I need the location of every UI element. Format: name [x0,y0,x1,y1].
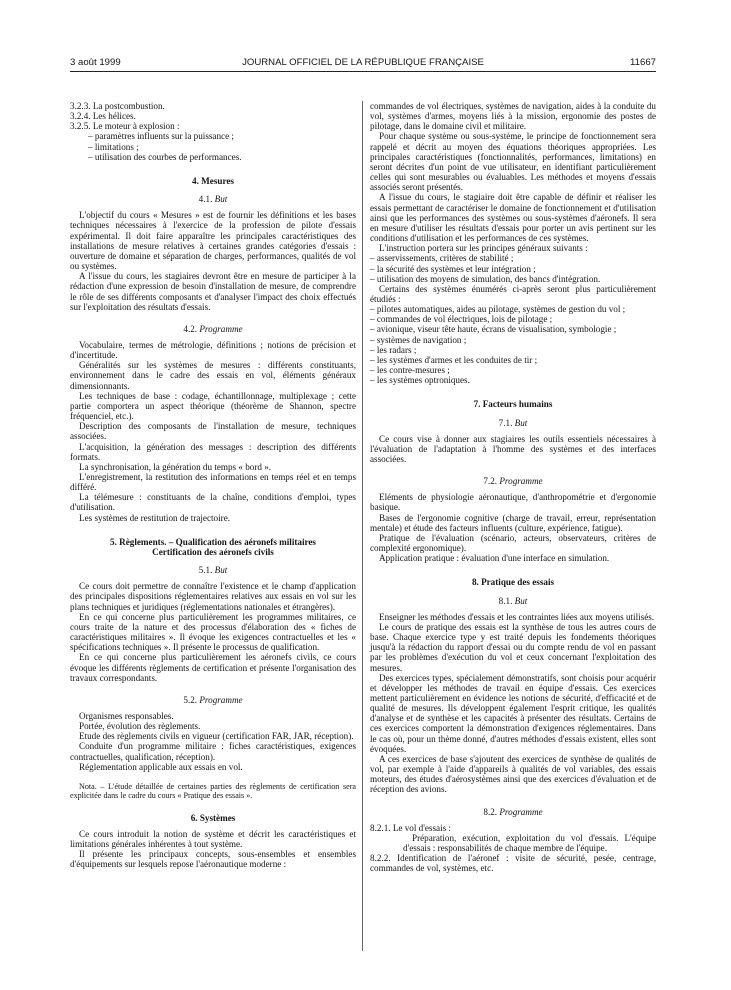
subsection-title-8-2 [370,807,656,817]
paragraph: Réglementation applicable aux essais en vol. [79,761,243,772]
section-title-8: 8. Pratique des essais [471,577,555,588]
subsection-word: But [514,595,528,606]
subsection-word: But [514,417,528,428]
list-item: – les radars ; [370,344,417,355]
paragraph: Généralités sur les systèmes de mesures : différents constituants, environnement dans le cadre des essais en vol, éléments généraux dimensionnants. [70,360,356,391]
paragraph: A ces exercices de base s'ajoutent des exercices de synthèse de qualités de vol, par exemple à l'aide d'appareils à qualités de vol variables, des essais moteurs, des études d'aérosystèmes ainsi que des exercices d'évaluation et de réception des avions. [370,753,656,795]
list-item: – utilisation des courbes de performances. [88,151,242,162]
list-item: – commandes de vol électriques, lois de pilotage ; [370,314,553,325]
subsection-word: Programme [199,694,243,705]
paragraph: Les systèmes de restitution de trajectoire. [79,512,231,523]
header-journal-title: JOURNAL OFFICIEL DE LA RÉPUBLIQUE FRANÇAISE [242,57,484,68]
paragraph: L'instruction portera sur les principes généraux suivants : [379,243,588,254]
paragraph: commandes de vol électriques, systèmes de navigation, aides à la conduite du vol, systèmes d'armes, moyens liés à la mission, ergonomie des postes de pilotage, dans le domaine civil et militaire. [370,101,656,132]
list-item: – les systèmes optroniques. [370,375,470,386]
paragraph: Description des composants de l'installation de mesure, techniques associées. [70,421,356,442]
item-8-2-2: 8.2.2. Identification de l'aéronef : visite de sécurité, pesée, centrage, commandes de vol, systèmes, etc. [370,853,656,874]
subsection-title-8-1 [370,596,656,606]
list-item: – les contre-mesures ; [370,365,450,376]
paragraph: Enseigner les méthodes d'essais et les contraintes liées aux moyens utilisés. [379,611,655,622]
section-title-6: 6. Systèmes [190,812,236,823]
paragraph: Bases de l'ergonomie cognitive (charge de travail, erreur, représentation mentale) et étude des facteurs influents (culture, expérience, fatigue). [370,512,656,533]
subsection-title-7-2 [370,476,656,486]
header-date: 3 août 1999 [70,57,121,68]
paragraph: Des exercices types, spécialement démonstratifs, sont choisis pour acquérir et développer les méthodes de travail en équipe d'essais. Ces exercices mettent particulièrement en évidence les notions de sécurité, d'efficacité et de qualité de mesures. Ils développent également l'esprit critique, les qualités d'analyse et de synthèse et les capacités à présenter des résultats. Certains de ces exercices comportent la démonstration d'exigences réglementaires. Dans le cas où, pour un thème donné, d'autres méthodes d'essais existent, elles sont évoquées. [370,672,656,754]
list-item: – asservissements, critères de stabilité ; [370,253,514,264]
paragraph: Ce cours vise à donner aux stagiaires les outils essentiels nécessaires à l'évaluation de l'adaptation à l'homme des systèmes et des interfaces associées. [370,433,656,464]
list-item: – utilisation des moyens de simulation, des bancs d'intégration. [370,273,601,284]
header-page-number: 11667 [630,57,656,68]
page-header [70,56,656,70]
list-item: – la sécurité des systèmes et leur intégration ; [370,263,536,274]
subsection-number: 7.2. [483,476,498,487]
paragraph: Ce cours doit permettre de connaître l'existence et le champ d'application des principales dispositions réglementaires relatives aux essais en vol sur les plans techniques et juridiques (réglementations nationales et étrangères). [70,581,356,612]
paragraph: L'objectif du cours « Mesures » est de fournir les définitions et les bases techniques nécessaires à l'exercice de la profession de pilote d'essais expérimental. Il doit faire apparaître les principales caractéristiques des installations de mesure relatives à certaines grandes catégories d'essais : ouverture de domaine et séparation de charges, performances, qualités de vol ou systèmes. [70,210,356,272]
paragraph: En ce qui concerne plus particulièrement les aéronefs civils, ce cours évoque les différents règlements de certification et présente l'organisation des travaux correspondants. [70,652,356,683]
subsection-title-4-1 [70,194,356,204]
paragraph: La synchronisation, la génération du temps « bord ». [79,461,272,472]
paragraph: Pour chaque système ou sous-système, le principe de fonctionnement sera rappelé et décrit au moyen des équations théoriques appropriées. Les principales caractéristiques (fonctionnalités, performances, limitations) en seront décrites d'un point de vue utilisateur, en identifiant particulièrement celles qui sont mesurables ou évaluables. Les méthodes et moyens d'essais associés seront présentés. [370,131,656,193]
section-title-5-line-2: Certification des aéronefs civils [152,546,274,557]
list-item: – avionique, viseur tête haute, écrans de visualisation, symbologie ; [370,324,617,335]
subsection-title-5-1 [70,565,356,575]
paragraph: Etude des règlements civils en vigueur (certification FAR, JAR, réception). [79,731,354,742]
paragraph: Vocabulaire, termes de métrologie, définitions ; notions de précision et d'incertitude. [70,339,356,361]
item-3-2-3: 3.2.3. La postcombustion. [70,101,165,111]
subsection-title-5-2 [70,695,356,705]
subsection-number: 8.2. [483,806,498,817]
subsection-number: 8.1. [498,595,513,606]
subsection-word: But [214,565,228,576]
list-item: – limitations ; [88,141,139,152]
subsection-title-7-1 [370,418,656,428]
list-item: – les systèmes d'armes et les conduites de tir ; [370,354,538,365]
paragraph: A l'issue du cours, les stagiaires devront être en mesure de participer à la rédaction d'une expression de besoin d'installation de mesure, de comprendre le rôle de ses différents composants et d'analyser l'impact des choix effectués sur l'exploitation des résultats d'essais. [70,271,356,312]
subsection-number: 4.2. [183,323,198,334]
subsection-number: 5.2. [183,694,198,705]
item-8-2-1-text: Préparation, exécution, exploitation du vol d'essais. L'équipe d'essais : responsabilités de chaque membre de l'équipe. [403,832,656,853]
list-item: – systèmes de navigation ; [370,334,467,345]
paragraph: Organismes responsables. [79,710,174,721]
paragraph: Ce cours introduit la notion de système et décrit les caractéristiques et limitations générales inhérentes à tout système. [70,828,356,850]
subsection-number: 5.1. [198,565,213,576]
section-title-7: 7. Facteurs humains [473,399,553,410]
subsection-word: But [214,194,228,205]
paragraph: L'enregistrement, la restitution des informations en temps réel et en temps différé. [70,472,356,493]
paragraph: En ce qui concerne plus particulièrement les programmes militaires, ce cours traite de la nature et des processus d'élaboration des « fiches de caractéristiques militaires ». Il évoque les exigences contractuelles et les « spécifications techniques ». Il présente le processus de qualification. [70,611,356,653]
paragraph: Le cours de pratique des essais est la synthèse de tous les autres cours de base. Chaque exercice type y est traité depuis les fondements théoriques jusqu'à la rédaction du rapport d'essai ou du compte rendu de vol en passant par les problèmes d'exécution du vol et ceux concernant l'exploitation des mesures. [370,621,656,673]
list-item: – paramètres influents sur la puissance ; [88,131,234,142]
header-rule [70,71,656,72]
paragraph: Certains des systèmes énumérés ci-après seront plus particulièrement étudiés : [370,283,656,304]
subsection-word: Programme [499,806,543,817]
paragraph: Eléments de physiologie aéronautique, d'anthropométrie et d'ergonomie basique. [370,492,656,513]
subsection-title-4-2 [70,324,356,334]
subsection-number: 4.1. [198,194,213,205]
paragraph: Il présente les principaux concepts, sous-ensembles et ensembles d'équipements sur lesquels repose l'aéronautique moderne : [70,849,356,870]
item-8-2-1: 8.2.1. Le vol d'essais : [370,822,451,833]
item-3-2-5: 3.2.5. Le moteur à explosion : [70,121,180,132]
note: Nota. – L'étude détaillée de certaines parties des règlements de certification sera explicitée dans le cadre du cours « Pratique des essais ». [70,781,356,801]
subsection-number: 7.1. [498,417,513,428]
item-3-2-4: 3.2.4. Les hélices. [70,111,136,122]
paragraph: La télémesure : constituants de la chaîne, conditions d'emploi, types d'utilisation. [70,492,356,513]
subsection-word: Programme [499,476,543,487]
paragraph: A l'issue du cours, le stagiaire doit être capable de définir et réaliser les essais permettant de caractériser le domaine de fonctionnement et d'utilisation ainsi que les performances des systèmes ou sous-systèmes d'aéronefs. Il sera en mesure d'utiliser les résultats d'essais pour porter un avis pertinent sur les conditions d'utilisation et les performances de ces systèmes. [370,192,656,244]
paragraph: L'acquisition, la génération des messages : description des différents formats. [70,441,356,462]
paragraph: Pratique de l'évaluation (scénario, acteurs, observateurs, critères de complexité ergonomique). [370,532,656,554]
section-title-4: 4. Mesures [192,175,234,186]
column-divider [362,101,363,951]
paragraph: Portée, évolution des règlements. [79,721,201,732]
right-column [370,101,656,873]
subsection-word: Programme [199,323,243,334]
list-item: – pilotes automatiques, aides au pilotage, systèmes de gestion du vol ; [370,304,626,315]
section-title-5-line-1: 5. Règlements. – Qualification des aéronefs militaires [110,536,316,547]
left-column [70,101,356,870]
paragraph: Application pratique : évaluation d'une interface en simulation. [379,553,610,564]
paragraph: Les techniques de base : codage, échantillonnage, multiplexage ; cette partie comportera un aspect théorique (théorème de Shannon, spectre fréquenciel, etc.). [70,390,356,422]
paragraph: Conduite d'un programme militaire : fiches caractéristiques, exigences contractuelles, qualification, réception). [70,741,356,762]
